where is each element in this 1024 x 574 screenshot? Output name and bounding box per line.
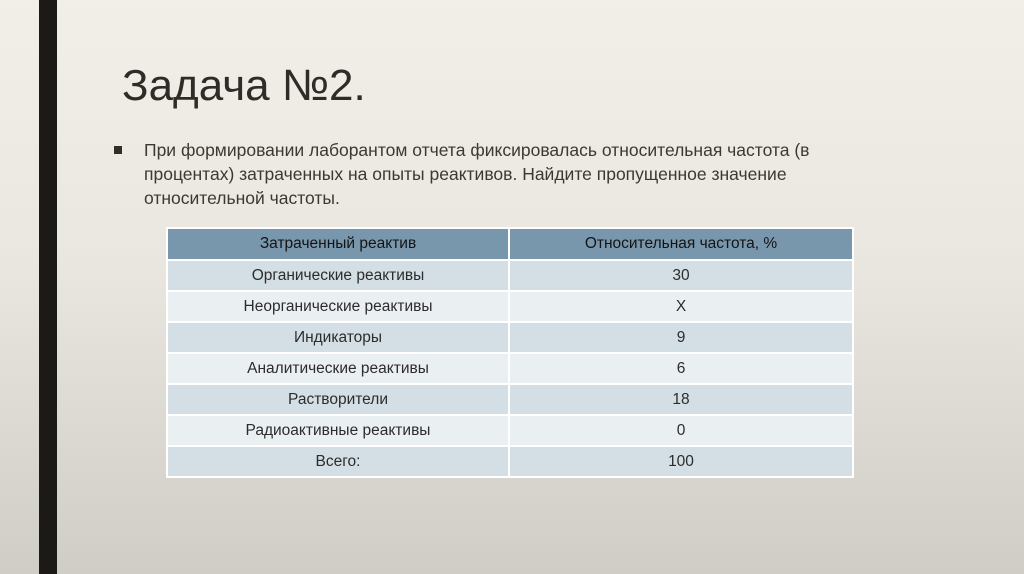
reagent-cell: Растворители (167, 384, 509, 415)
frequency-cell: 18 (509, 384, 853, 415)
header-frequency: Относительная частота, % (509, 228, 853, 260)
slide-title: Задача №2. (122, 61, 366, 110)
frequency-cell: 6 (509, 353, 853, 384)
frequency-cell: 0 (509, 415, 853, 446)
reagent-cell: Радиоактивные реактивы (167, 415, 509, 446)
table-row (167, 384, 853, 415)
frequency-cell: 30 (509, 260, 853, 291)
bullet-item (114, 138, 874, 210)
left-accent-bar (39, 0, 57, 574)
header-reagent: Затраченный реактив (167, 228, 509, 260)
table-row (167, 415, 853, 446)
frequency-cell: 100 (509, 446, 853, 477)
data-table (166, 227, 854, 478)
reagent-cell: Всего: (167, 446, 509, 477)
frequency-cell: X (509, 291, 853, 322)
table-row-total (167, 446, 853, 477)
table-row (167, 260, 853, 291)
reagent-cell: Индикаторы (167, 322, 509, 353)
reagent-cell: Неорганические реактивы (167, 291, 509, 322)
table-row (167, 291, 853, 322)
square-bullet-icon (114, 146, 122, 154)
task-description: При формировании лаборантом отчета фиксировалась относительная частота (в процентах) затраченных на опыты реактивов. Найдите пропущенное значение относительной частоты. (144, 140, 810, 208)
reagent-cell: Аналитические реактивы (167, 353, 509, 384)
table-row (167, 322, 853, 353)
reagent-cell: Органические реактивы (167, 260, 509, 291)
table-header-row (167, 228, 853, 260)
table-row (167, 353, 853, 384)
frequency-cell: 9 (509, 322, 853, 353)
frequency-table (166, 227, 852, 478)
